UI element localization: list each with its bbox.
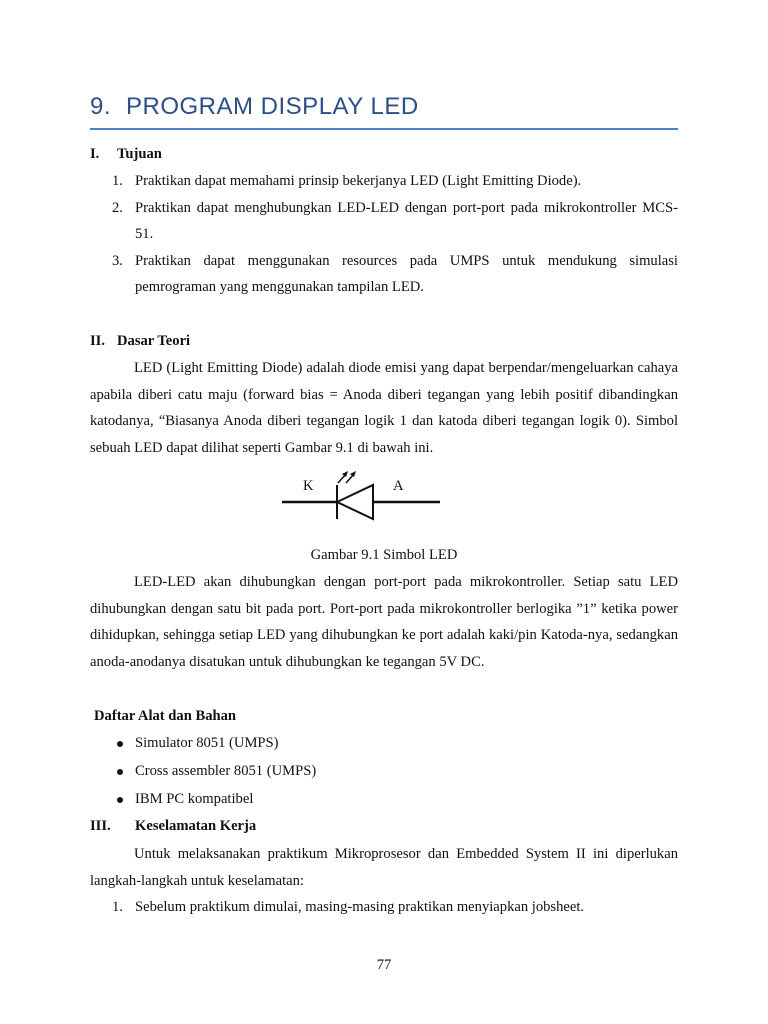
section-roman-numeral: II.	[90, 333, 106, 349]
paragraph-led-connection: LED-LED akan dihubungkan dengan port-port pada mikrokontroller. Setiap satu LED dihubungkan dengan satu bit pada port. Port-port pada mikrokontroller berlogika ”1” ketika power dihidupkan, sehingga setiap LED yang dihubungkan ke port adalah kaki/pin Katoda-nya, sedangkan anoda-anodanya disatukan untuk dihubungkan ke tegangan 5V DC.	[90, 574, 678, 670]
section-heading-text: Keselamatan Kerja	[135, 818, 257, 834]
list-item	[90, 786, 678, 814]
chapter-number: 9.	[90, 93, 112, 120]
list-item	[90, 195, 678, 248]
chapter-title-text: PROGRAM DISPLAY LED	[126, 93, 419, 120]
paragraph-led-definition: LED (Light Emitting Diode) adalah diode emisi yang dapat berpendar/mengeluarkan cahaya apabila diberi catu maju (forward bias = Anoda diberi tegangan yang lebih positif dibandingkan katodanya, “Biasanya Anoda diberi tegangan logik 1 dan katoda diberi tegangan logik 0). Simbol sebuah LED dapat dilihat seperti Gambar 9.1 di bawah ini.	[90, 360, 678, 456]
tools-list	[90, 730, 678, 814]
cathode-label: K	[303, 478, 314, 494]
bullet-icon	[117, 769, 123, 775]
list-number: 2.	[112, 199, 123, 216]
figure-caption: Gambar 9.1 Simbol LED	[310, 547, 458, 563]
list-item-text: Simulator 8051 (UMPS)	[135, 735, 279, 751]
section-heading-tujuan	[90, 141, 678, 168]
list-item-text: Cross assembler 8051 (UMPS)	[135, 763, 317, 779]
list-item-text: Sebelum praktikum dimulai, masing-masing praktikan menyiapkan jobsheet.	[135, 899, 585, 915]
list-item	[90, 758, 678, 786]
tools-heading: Daftar Alat dan Bahan	[94, 708, 237, 724]
safety-steps-list	[90, 894, 678, 921]
list-item-text: IBM PC kompatibel	[135, 791, 254, 807]
bullet-icon	[117, 741, 123, 747]
bullet-icon	[117, 797, 123, 803]
list-item	[90, 730, 678, 758]
list-item-text: Praktikan dapat menghubungkan LED-LED dengan port-port pada mikrokontroller MCS-51.	[135, 199, 678, 243]
list-item	[90, 894, 678, 921]
led-symbol-figure	[280, 466, 442, 526]
section-heading-keselamatan	[90, 813, 678, 840]
chapter-title	[90, 93, 678, 121]
objectives-list	[90, 168, 678, 301]
list-item	[90, 168, 678, 195]
section-heading-text: Tujuan	[117, 146, 162, 162]
list-item	[90, 248, 678, 301]
list-number: 1.	[112, 899, 123, 915]
anode-label: A	[393, 478, 404, 494]
list-number: 1.	[112, 173, 123, 189]
list-item-text: Praktikan dapat menggunakan resources pada UMPS untuk mendukung simulasi pemrograman yang menggunakan tampilan LED.	[135, 252, 678, 296]
list-number: 3.	[112, 252, 123, 269]
led-diode-icon	[280, 466, 442, 526]
section-heading-text: Dasar Teori	[117, 333, 191, 349]
section-roman-numeral: III.	[90, 818, 111, 834]
list-item-text: Praktikan dapat memahami prinsip bekerjanya LED (Light Emitting Diode).	[135, 173, 582, 189]
page-number: 77	[376, 957, 392, 973]
title-underline	[90, 128, 678, 130]
paragraph-safety: Untuk melaksanakan praktikum Mikroprosesor dan Embedded System II ini diperlukan langkah-langkah untuk keselamatan:	[90, 846, 678, 889]
section-roman-numeral: I.	[90, 146, 100, 162]
section-heading-dasar-teori	[90, 328, 678, 355]
